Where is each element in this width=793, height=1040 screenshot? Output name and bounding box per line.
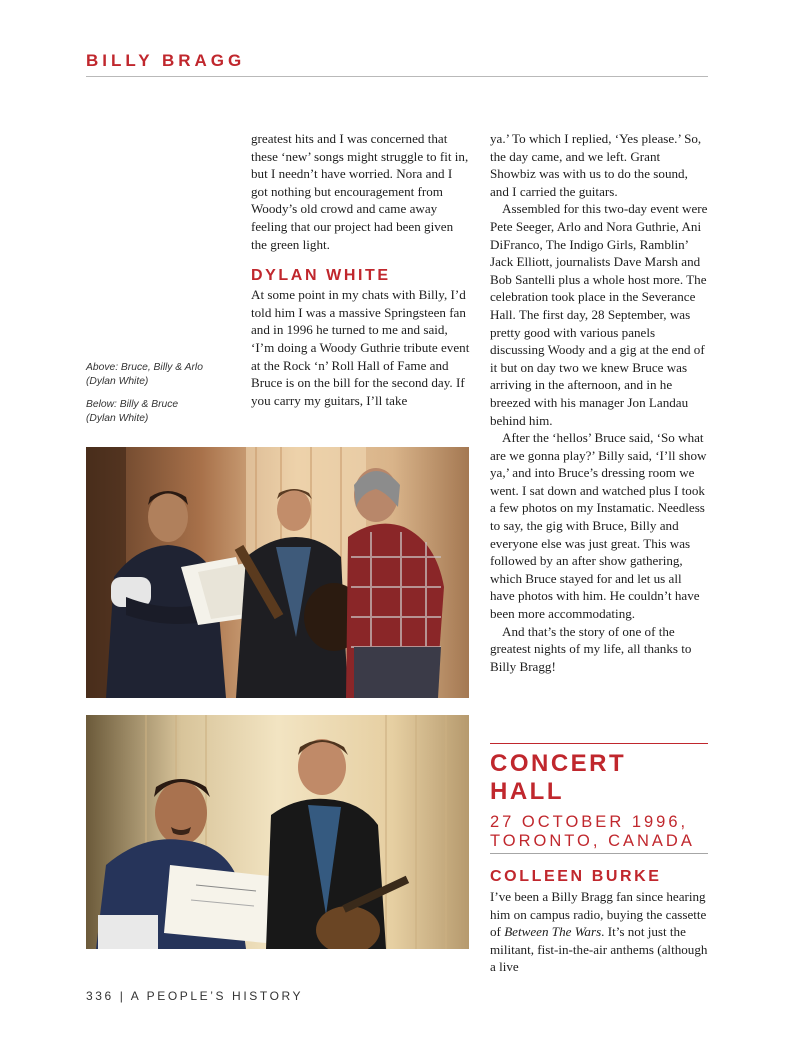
date-line-2: TORONTO, CANADA bbox=[490, 832, 695, 850]
caption-above-line2: (Dylan White) bbox=[86, 376, 149, 387]
date-line-1: 27 OCTOBER 1996, bbox=[490, 813, 689, 831]
caption-above bbox=[86, 361, 236, 389]
header-rule bbox=[86, 76, 708, 77]
concert-hall-section bbox=[490, 743, 708, 976]
caption-below-line2: (Dylan White) bbox=[86, 413, 149, 424]
author-heading-dylan-white: DYLAN WHITE bbox=[251, 267, 391, 285]
date-rule bbox=[490, 853, 708, 854]
album-title: Between The Wars bbox=[504, 924, 602, 940]
middle-column bbox=[251, 130, 471, 409]
paragraph: And that’s the story of one of the greatest nights of my life, all thanks to Billy Bragg! bbox=[490, 623, 692, 674]
right-column bbox=[490, 130, 708, 675]
photo-bruce-billy-arlo bbox=[86, 447, 469, 698]
photo-billy-bruce bbox=[86, 715, 469, 949]
text-after-title: . It’s not just the militant, fist-in-the-air anthems (although a live bbox=[490, 924, 708, 975]
photo-captions bbox=[86, 361, 236, 435]
paragraph: Assembled for this two-day event were Pete Seeger, Arlo and Nora Guthrie, Ani DiFranco, The Indigo Girls, Ramblin’ Jack Elliott, journalists Dave Marsh and Bob Santelli plus a whole host more. The celebration took place in the Severance Hall. The first day, 28 September, was pretty good with various panels discussing Woody and a gig at the end of it but on day two we knew Bruce was arriving in the afternoon, and in he breezed with his manager Jon Landau behind him. bbox=[490, 201, 708, 428]
caption-above-line1: Above: Bruce, Billy & Arlo bbox=[86, 362, 203, 373]
paragraph bbox=[490, 888, 708, 976]
caption-below bbox=[86, 398, 236, 426]
paragraph: At some point in my chats with Billy, I’d told him I was a massive Springsteen fan and in 1996 he turned to me and said, ‘I’m doing a Woody Guthrie tribute event at the Rock ‘n’ Roll Hall of Fame and Bruce is on the bill for the second day. If you carry my guitars, I’ll take bbox=[251, 287, 470, 408]
text-before-title: I’ve been a Billy Bragg fan since hearing him on campus radio, buying the cassette of bbox=[490, 889, 707, 940]
paragraph: greatest hits and I was concerned that these ‘new’ songs might struggle to fit in, but I needn’t have worried. Nora and I got nothing but encouragement from Woody’s old crowd and came away feeling that our project had been given the green light. bbox=[251, 131, 469, 252]
author-heading-colleen-burke: COLLEEN BURKE bbox=[490, 868, 662, 885]
caption-below-line1: Below: Billy & Bruce bbox=[86, 399, 179, 410]
running-header: BILLY BRAGG bbox=[86, 51, 246, 70]
paragraph: ya.’ To which I replied, ‘Yes please.’ So, the day came, and we left. Grant Showbiz was with us to do the sound, and I carried the guitars. bbox=[490, 131, 702, 199]
section-title: CONCERT HALL bbox=[490, 750, 627, 805]
page-footer: 336 | A PEOPLE’S HISTORY bbox=[86, 989, 304, 1003]
concert-text bbox=[490, 888, 708, 976]
paragraph: After the ‘hellos’ Bruce said, ‘So what are we gonna play?’ Billy said, ‘I’ll show ya,’ and into Bruce’s dressing room we went. I sat down and watched plus I took a few photos on my Instamatic. Needless to say, the gig with Bruce, Billy and everyone else was just great. This was followed by an after show gathering, which Bruce stayed for and let us all have photos with him. He couldn’t have been more accommodating. bbox=[490, 430, 707, 622]
section-rule bbox=[490, 743, 708, 744]
